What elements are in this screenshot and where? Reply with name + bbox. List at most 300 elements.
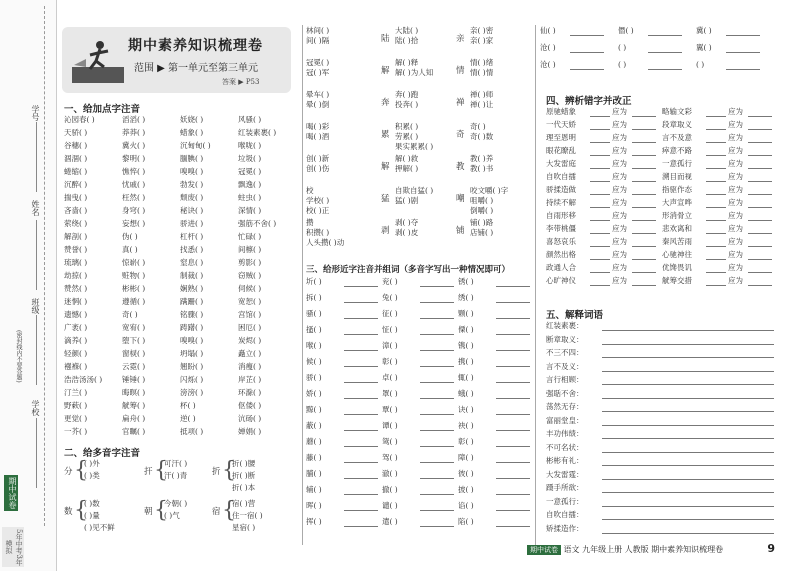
similar-char-item[interactable]: 僭( ) — [618, 26, 634, 35]
pinyin-item[interactable]: 剪影( ) — [238, 258, 262, 267]
answer-line[interactable] — [344, 286, 378, 287]
pinyin-item[interactable]: 矗立( ) — [238, 349, 262, 358]
similar-char-item[interactable]: 黥( ) — [306, 405, 322, 414]
answer-line[interactable] — [590, 207, 610, 208]
answer-line[interactable] — [632, 142, 656, 143]
pinyin-item[interactable]: 觥筹( ) — [122, 401, 146, 410]
pinyin-item[interactable]: 憔悴( ) — [122, 167, 146, 176]
pinyin-item[interactable]: 翘盼( ) — [180, 362, 204, 371]
pinyin-item[interactable]: 琉璃( ) — [64, 258, 88, 267]
similar-char-item[interactable]: ( ) — [618, 60, 627, 69]
pinyin-item[interactable]: 赃物( ) — [122, 271, 146, 280]
pinyin-item[interactable]: 窗棂( ) — [122, 349, 146, 358]
student-id-field[interactable] — [36, 122, 37, 192]
polyphone-option[interactable]: 星宿( ) — [232, 523, 256, 532]
pinyin-item[interactable]: 谷穗( ) — [64, 141, 88, 150]
answer-line[interactable] — [748, 233, 772, 234]
similar-char-item[interactable]: 蘑( ) — [306, 437, 322, 446]
polyphone-option[interactable]: 解( )救 — [395, 154, 419, 163]
answer-line[interactable] — [632, 116, 656, 117]
school-field[interactable] — [36, 418, 37, 488]
answer-line[interactable] — [706, 129, 726, 130]
polyphone-option[interactable]: 亲( )密 — [470, 26, 494, 35]
answer-line[interactable] — [706, 246, 726, 247]
pinyin-item[interactable]: 喉咙( ) — [238, 141, 262, 150]
polyphone-option[interactable]: 攒 — [306, 218, 314, 227]
polyphone-option[interactable]: 喝( )酒 — [306, 132, 330, 141]
similar-char-item[interactable]: ( ) — [696, 60, 705, 69]
answer-line[interactable] — [344, 430, 378, 431]
answer-line[interactable] — [570, 52, 604, 53]
pinyin-item[interactable]: 黎明( ) — [122, 154, 146, 163]
definition-line[interactable] — [602, 425, 774, 426]
definition-line[interactable] — [602, 452, 774, 453]
similar-char-item[interactable]: 镌( ) — [458, 341, 474, 350]
pinyin-item[interactable]: 杠杆( ) — [180, 232, 204, 241]
similar-char-item[interactable]: 蛾( ) — [458, 389, 474, 398]
pinyin-item[interactable]: 骄进( ) — [180, 219, 204, 228]
answer-line[interactable] — [648, 52, 682, 53]
answer-line[interactable] — [420, 414, 454, 415]
pinyin-item[interactable]: 逆( ) — [180, 414, 196, 423]
polyphone-option[interactable]: 剥( )皮 — [395, 228, 419, 237]
pinyin-item[interactable]: 解剖( ) — [64, 232, 88, 241]
answer-line[interactable] — [344, 494, 378, 495]
similar-char-item[interactable]: 遣( ) — [382, 517, 398, 526]
pinyin-item[interactable]: 岸芷( ) — [238, 375, 262, 384]
definition-line[interactable] — [602, 357, 774, 358]
answer-line[interactable] — [420, 318, 454, 319]
answer-line[interactable] — [590, 272, 610, 273]
answer-line[interactable] — [344, 446, 378, 447]
polyphone-option[interactable]: 创( )新 — [306, 154, 330, 163]
pinyin-item[interactable]: 冀火( ) — [122, 141, 146, 150]
answer-line[interactable] — [590, 220, 610, 221]
pinyin-item[interactable]: 强筋不舍( ) — [238, 219, 277, 228]
answer-line[interactable] — [748, 220, 772, 221]
definition-line[interactable] — [602, 519, 774, 520]
definition-line[interactable] — [602, 492, 774, 493]
similar-char-item[interactable]: 谭( ) — [382, 421, 398, 430]
answer-line[interactable] — [748, 142, 772, 143]
answer-line[interactable] — [726, 35, 760, 36]
pinyin-item[interactable]: 颓废( ) — [180, 193, 204, 202]
polyphone-option[interactable]: 积攒( ) — [306, 228, 330, 237]
polyphone-option[interactable]: 教( )养 — [470, 154, 494, 163]
polyphone-option[interactable]: 咀嚼( ) — [470, 196, 494, 205]
similar-char-item[interactable]: 彰( ) — [382, 357, 398, 366]
answer-line[interactable] — [496, 302, 530, 303]
answer-line[interactable] — [590, 233, 610, 234]
polyphone-option[interactable]: 住一宿( ) — [232, 511, 263, 520]
polyphone-option[interactable]: 折( )本 — [232, 483, 256, 492]
answer-line[interactable] — [344, 334, 378, 335]
answer-line[interactable] — [570, 69, 604, 70]
answer-line[interactable] — [590, 259, 610, 260]
pinyin-item[interactable]: 更觉( ) — [64, 414, 88, 423]
pinyin-item[interactable]: 莽莽( ) — [122, 128, 146, 137]
pinyin-item[interactable]: 风骚( ) — [238, 115, 262, 124]
answer-line[interactable] — [706, 285, 726, 286]
polyphone-option[interactable]: 情( )绪 — [470, 58, 494, 67]
pinyin-item[interactable]: 劫掠( ) — [64, 271, 88, 280]
polyphone-option[interactable]: 禅( )师 — [470, 90, 494, 99]
definition-line[interactable] — [602, 533, 774, 534]
pinyin-item[interactable]: 蜡象( ) — [180, 128, 204, 137]
polyphone-option[interactable]: 冠( )军 — [306, 68, 330, 77]
answer-line[interactable] — [496, 366, 530, 367]
answer-line[interactable] — [590, 116, 610, 117]
pinyin-item[interactable]: 身穹( ) — [122, 206, 146, 215]
pinyin-item[interactable]: 天骄( ) — [64, 128, 88, 137]
pinyin-item[interactable]: 间檩( ) — [238, 245, 262, 254]
answer-line[interactable] — [590, 129, 610, 130]
answer-line[interactable] — [420, 510, 454, 511]
similar-char-item[interactable]: 藤( ) — [306, 453, 322, 462]
polyphone-option[interactable]: 冠冕( ) — [306, 58, 330, 67]
similar-char-item[interactable]: 撤( ) — [382, 485, 398, 494]
polyphone-option[interactable]: 剥( )夺 — [395, 218, 419, 227]
similar-char-item[interactable]: 卓( ) — [382, 373, 398, 382]
pinyin-item[interactable]: 制裁( ) — [180, 271, 204, 280]
polyphone-option[interactable]: 喝( )彩 — [306, 122, 330, 131]
answer-line[interactable] — [344, 398, 378, 399]
similar-char-item[interactable]: ( ) — [618, 43, 627, 52]
pinyin-item[interactable]: 娴熟( ) — [180, 284, 204, 293]
answer-line[interactable] — [344, 366, 378, 367]
answer-line[interactable] — [344, 414, 378, 415]
pinyin-item[interactable]: 汀兰( ) — [64, 388, 88, 397]
pinyin-item[interactable]: 彬彬( ) — [122, 284, 146, 293]
pinyin-item[interactable]: 赞誉( ) — [64, 245, 88, 254]
pinyin-item[interactable]: 滂滂( ) — [180, 388, 204, 397]
pinyin-item[interactable]: 官瞩( ) — [122, 427, 146, 436]
polyphone-option[interactable]: 禅( )让 — [470, 100, 494, 109]
pinyin-item[interactable]: 嗅嗅( ) — [180, 336, 204, 345]
similar-char-item[interactable]: 兖( ) — [382, 277, 398, 286]
similar-char-item[interactable]: 圻( ) — [306, 277, 322, 286]
pinyin-item[interactable]: 云霓( ) — [122, 362, 146, 371]
answer-line[interactable] — [344, 478, 378, 479]
polyphone-option[interactable]: 宿( )营 — [232, 499, 256, 508]
answer-line[interactable] — [632, 194, 656, 195]
pinyin-item[interactable]: 沁园春( ) — [64, 115, 95, 124]
similar-char-item[interactable]: 脯( ) — [306, 469, 322, 478]
answer-line[interactable] — [496, 414, 530, 415]
pinyin-item[interactable]: 妖娆( ) — [180, 115, 204, 124]
answer-line[interactable] — [420, 366, 454, 367]
answer-line[interactable] — [748, 116, 772, 117]
pinyin-item[interactable]: 宫馆( ) — [238, 310, 262, 319]
answer-line[interactable] — [706, 220, 726, 221]
pinyin-item[interactable]: 消瘦( ) — [238, 362, 262, 371]
pinyin-item[interactable]: 窒息( ) — [180, 258, 204, 267]
similar-char-item[interactable]: 漳( ) — [382, 341, 398, 350]
answer-line[interactable] — [496, 318, 530, 319]
definition-line[interactable] — [602, 438, 774, 439]
answer-line[interactable] — [344, 526, 378, 527]
answer-line[interactable] — [632, 181, 656, 182]
pinyin-item[interactable]: 伪( ) — [122, 232, 138, 241]
pinyin-item[interactable]: 锤锤( ) — [122, 375, 146, 384]
pinyin-item[interactable]: 轻颜( ) — [64, 349, 88, 358]
similar-char-item[interactable]: 覃( ) — [382, 405, 398, 414]
answer-line[interactable] — [420, 334, 454, 335]
polyphone-option[interactable]: ( )数 — [84, 499, 100, 508]
answer-line[interactable] — [632, 207, 656, 208]
pinyin-item[interactable]: 滴养( ) — [64, 336, 88, 345]
polyphone-option[interactable]: 解( )释 — [395, 58, 419, 67]
answer-line[interactable] — [570, 35, 604, 36]
answer-line[interactable] — [748, 155, 772, 156]
answer-line[interactable] — [748, 285, 772, 286]
pinyin-item[interactable]: 窃贼( ) — [238, 271, 262, 280]
similar-char-item[interactable]: 彼( ) — [458, 469, 474, 478]
answer-line[interactable] — [590, 194, 610, 195]
answer-line[interactable] — [420, 350, 454, 351]
pinyin-item[interactable]: 蜷缩( ) — [64, 167, 88, 176]
pinyin-item[interactable]: 宽宥( ) — [122, 323, 146, 332]
pinyin-item[interactable]: 闪烁( ) — [180, 375, 204, 384]
answer-line[interactable] — [420, 446, 454, 447]
similar-char-item[interactable]: 搔( ) — [306, 325, 322, 334]
answer-line[interactable] — [590, 285, 610, 286]
similar-char-item[interactable]: 陷( ) — [458, 517, 474, 526]
pinyin-item[interactable]: 广袤( ) — [64, 323, 88, 332]
polyphone-option[interactable]: 店铺( ) — [470, 228, 494, 237]
answer-line[interactable] — [420, 286, 454, 287]
answer-line[interactable] — [420, 430, 454, 431]
answer-line[interactable] — [632, 272, 656, 273]
polyphone-option[interactable]: ( )气 — [164, 511, 180, 520]
answer-line[interactable] — [632, 129, 656, 130]
similar-char-item[interactable]: 拆( ) — [306, 293, 322, 302]
answer-line[interactable] — [748, 259, 772, 260]
answer-line[interactable] — [706, 194, 726, 195]
answer-line[interactable] — [706, 181, 726, 182]
definition-line[interactable] — [602, 330, 774, 331]
similar-char-item[interactable]: 兔( ) — [382, 293, 398, 302]
answer-line[interactable] — [344, 462, 378, 463]
pinyin-item[interactable]: 蛀虫( ) — [238, 193, 262, 202]
answer-line[interactable] — [496, 446, 530, 447]
answer-line[interactable] — [706, 168, 726, 169]
pinyin-item[interactable]: 环滁( ) — [238, 388, 262, 397]
answer-line[interactable] — [706, 155, 726, 156]
answer-line[interactable] — [496, 286, 530, 287]
pinyin-item[interactable]: 妄想( ) — [122, 219, 146, 228]
pinyin-item[interactable]: 惊崭( ) — [122, 258, 146, 267]
pinyin-item[interactable]: 深情( ) — [238, 206, 262, 215]
polyphone-option[interactable]: ( )类 — [84, 471, 100, 480]
pinyin-item[interactable]: 浩浩汤汤( ) — [64, 375, 103, 384]
answer-line[interactable] — [748, 246, 772, 247]
pinyin-item[interactable]: 宽恕( ) — [238, 297, 262, 306]
pinyin-item[interactable]: 腼腆( ) — [180, 154, 204, 163]
polyphone-option[interactable]: 劳累( ) — [395, 132, 419, 141]
answer-line[interactable] — [706, 233, 726, 234]
pinyin-item[interactable]: 伛偻( ) — [238, 401, 262, 410]
definition-line[interactable] — [602, 398, 774, 399]
pinyin-item[interactable]: 踌躇( ) — [180, 323, 204, 332]
similar-char-item[interactable]: 罩( ) — [382, 389, 398, 398]
pinyin-item[interactable]: 晦暝( ) — [122, 388, 146, 397]
pinyin-item[interactable]: 襁褓( ) — [64, 362, 88, 371]
answer-line[interactable] — [590, 142, 610, 143]
answer-line[interactable] — [706, 207, 726, 208]
pinyin-item[interactable]: 堕下( ) — [122, 336, 146, 345]
answer-line[interactable] — [748, 207, 772, 208]
polyphone-option[interactable]: 学校( ) — [306, 196, 330, 205]
polyphone-option[interactable]: 铺( )路 — [470, 218, 494, 227]
answer-line[interactable] — [726, 69, 760, 70]
similar-char-item[interactable]: 携( ) — [458, 357, 474, 366]
answer-line[interactable] — [496, 494, 530, 495]
answer-line[interactable] — [632, 168, 656, 169]
polyphone-option[interactable]: 校( )正 — [306, 206, 330, 215]
similar-char-item[interactable]: 袂( ) — [458, 421, 474, 430]
answer-line[interactable] — [706, 142, 726, 143]
similar-char-item[interactable]: 骄( ) — [306, 373, 322, 382]
pinyin-item[interactable]: 抵项( ) — [180, 427, 204, 436]
answer-line[interactable] — [496, 510, 530, 511]
definition-line[interactable] — [602, 479, 774, 480]
similar-char-item[interactable]: 谄( ) — [458, 501, 474, 510]
answer-line[interactable] — [632, 259, 656, 260]
pinyin-item[interactable]: 遗憾( ) — [64, 310, 88, 319]
polyphone-option[interactable]: 奇( ) — [470, 122, 486, 131]
pinyin-item[interactable]: 涸涸( ) — [64, 154, 88, 163]
similar-char-item[interactable]: 蔽( ) — [306, 421, 322, 430]
polyphone-option[interactable]: 今朝( ) — [164, 499, 188, 508]
pinyin-item[interactable]: 坍塌( ) — [180, 349, 204, 358]
similar-char-item[interactable]: 颗( ) — [458, 309, 474, 318]
definition-line[interactable] — [602, 465, 774, 466]
pinyin-item[interactable]: 滔滔( ) — [122, 115, 146, 124]
similar-char-item[interactable]: 彰( ) — [458, 437, 474, 446]
answer-line[interactable] — [706, 259, 726, 260]
class-field[interactable] — [36, 315, 37, 385]
similar-char-item[interactable]: 辄( ) — [458, 373, 474, 382]
similar-char-item[interactable]: 辅( ) — [306, 485, 322, 494]
answer-line[interactable] — [344, 302, 378, 303]
answer-line[interactable] — [632, 285, 656, 286]
pinyin-item[interactable]: 勃发( ) — [180, 180, 204, 189]
pinyin-item[interactable]: 赞然( ) — [64, 284, 88, 293]
answer-line[interactable] — [748, 194, 772, 195]
pinyin-item[interactable]: 秘诀( ) — [180, 206, 204, 215]
polyphone-option[interactable]: 折( )腰 — [232, 459, 256, 468]
pinyin-item[interactable]: 找悉( ) — [180, 245, 204, 254]
polyphone-option[interactable]: ( )见不鲜 — [84, 523, 115, 532]
polyphone-option[interactable]: 亲( )家 — [470, 36, 494, 45]
polyphone-option[interactable]: 可汗( ) — [164, 459, 188, 468]
answer-line[interactable] — [344, 382, 378, 383]
answer-line[interactable] — [420, 398, 454, 399]
pinyin-item[interactable]: 沉醉( ) — [64, 180, 88, 189]
answer-line[interactable] — [726, 52, 760, 53]
answer-line[interactable] — [496, 350, 530, 351]
definition-line[interactable] — [602, 506, 774, 507]
similar-char-item[interactable]: 诀( ) — [458, 405, 474, 414]
pinyin-item[interactable]: 枉然( ) — [122, 193, 146, 202]
pinyin-item[interactable]: 忧戚( ) — [122, 180, 146, 189]
pinyin-item[interactable]: 一芥( ) — [64, 427, 88, 436]
answer-line[interactable] — [496, 462, 530, 463]
similar-char-item[interactable]: 挥( ) — [306, 517, 322, 526]
similar-char-item[interactable]: 鸳( ) — [382, 437, 398, 446]
answer-line[interactable] — [748, 272, 772, 273]
polyphone-option[interactable]: 咬文嚼( )字 — [470, 186, 509, 195]
pinyin-item[interactable]: 吝啬( ) — [64, 206, 88, 215]
answer-line[interactable] — [748, 181, 772, 182]
answer-line[interactable] — [590, 168, 610, 169]
pinyin-item[interactable]: 遵循( ) — [122, 297, 146, 306]
polyphone-option[interactable]: 汗( )青 — [164, 471, 188, 480]
answer-line[interactable] — [632, 246, 656, 247]
polyphone-option[interactable]: 猛( )剧 — [395, 196, 419, 205]
answer-line[interactable] — [496, 526, 530, 527]
definition-line[interactable] — [602, 371, 774, 372]
answer-line[interactable] — [344, 318, 378, 319]
pinyin-item[interactable]: 迷惘( ) — [64, 297, 88, 306]
polyphone-option[interactable]: 创( )伤 — [306, 164, 330, 173]
polyphone-option[interactable]: 情( )情 — [470, 68, 494, 77]
definition-line[interactable] — [602, 411, 774, 412]
similar-char-item[interactable]: 怔( ) — [382, 325, 398, 334]
answer-line[interactable] — [748, 168, 772, 169]
answer-line[interactable] — [590, 181, 610, 182]
similar-char-item[interactable]: 谴( ) — [382, 501, 398, 510]
similar-char-item[interactable]: 征( ) — [382, 309, 398, 318]
similar-char-item[interactable]: 披( ) — [458, 485, 474, 494]
pinyin-item[interactable]: 嗅嗅( ) — [180, 167, 204, 176]
polyphone-option[interactable]: 押解( ) — [395, 164, 419, 173]
pinyin-item[interactable]: 铭骤( ) — [180, 310, 204, 319]
polyphone-option[interactable]: 折( )断 — [232, 471, 256, 480]
answer-line[interactable] — [496, 334, 530, 335]
similar-char-item[interactable]: 冀( ) — [696, 26, 712, 35]
polyphone-option[interactable]: 投奔( ) — [395, 100, 419, 109]
pinyin-item[interactable]: 奇( ) — [122, 310, 138, 319]
answer-line[interactable] — [590, 246, 610, 247]
similar-char-item[interactable]: 晖( ) — [306, 501, 322, 510]
pinyin-item[interactable]: 困厄( ) — [238, 323, 262, 332]
similar-char-item[interactable]: 澈( ) — [382, 469, 398, 478]
similar-char-item[interactable]: 喉( ) — [306, 341, 322, 350]
polyphone-option[interactable]: 解( )为人知 — [395, 68, 434, 77]
polyphone-option[interactable]: 间( )隔 — [306, 36, 330, 45]
pinyin-item[interactable]: 沆砀( ) — [238, 414, 262, 423]
answer-line[interactable] — [496, 398, 530, 399]
similar-char-item[interactable]: 翼( ) — [696, 43, 712, 52]
polyphone-option[interactable]: 自欺自猛( ) — [395, 186, 434, 195]
similar-char-item[interactable]: 仙( ) — [540, 26, 556, 35]
answer-line[interactable] — [420, 462, 454, 463]
similar-char-item[interactable]: 傈( ) — [458, 325, 474, 334]
definition-line[interactable] — [602, 384, 774, 385]
answer-line[interactable] — [420, 302, 454, 303]
pinyin-item[interactable]: 红装素裹( ) — [238, 128, 277, 137]
answer-line[interactable] — [648, 69, 682, 70]
answer-line[interactable] — [648, 35, 682, 36]
answer-line[interactable] — [420, 526, 454, 527]
polyphone-option[interactable]: 积累( ) — [395, 122, 419, 131]
pinyin-item[interactable]: 扁舟( ) — [122, 414, 146, 423]
polyphone-option[interactable]: 奔( )跑 — [395, 90, 419, 99]
similar-char-item[interactable]: 娇( ) — [306, 389, 322, 398]
pinyin-item[interactable]: 伺候( ) — [238, 284, 262, 293]
